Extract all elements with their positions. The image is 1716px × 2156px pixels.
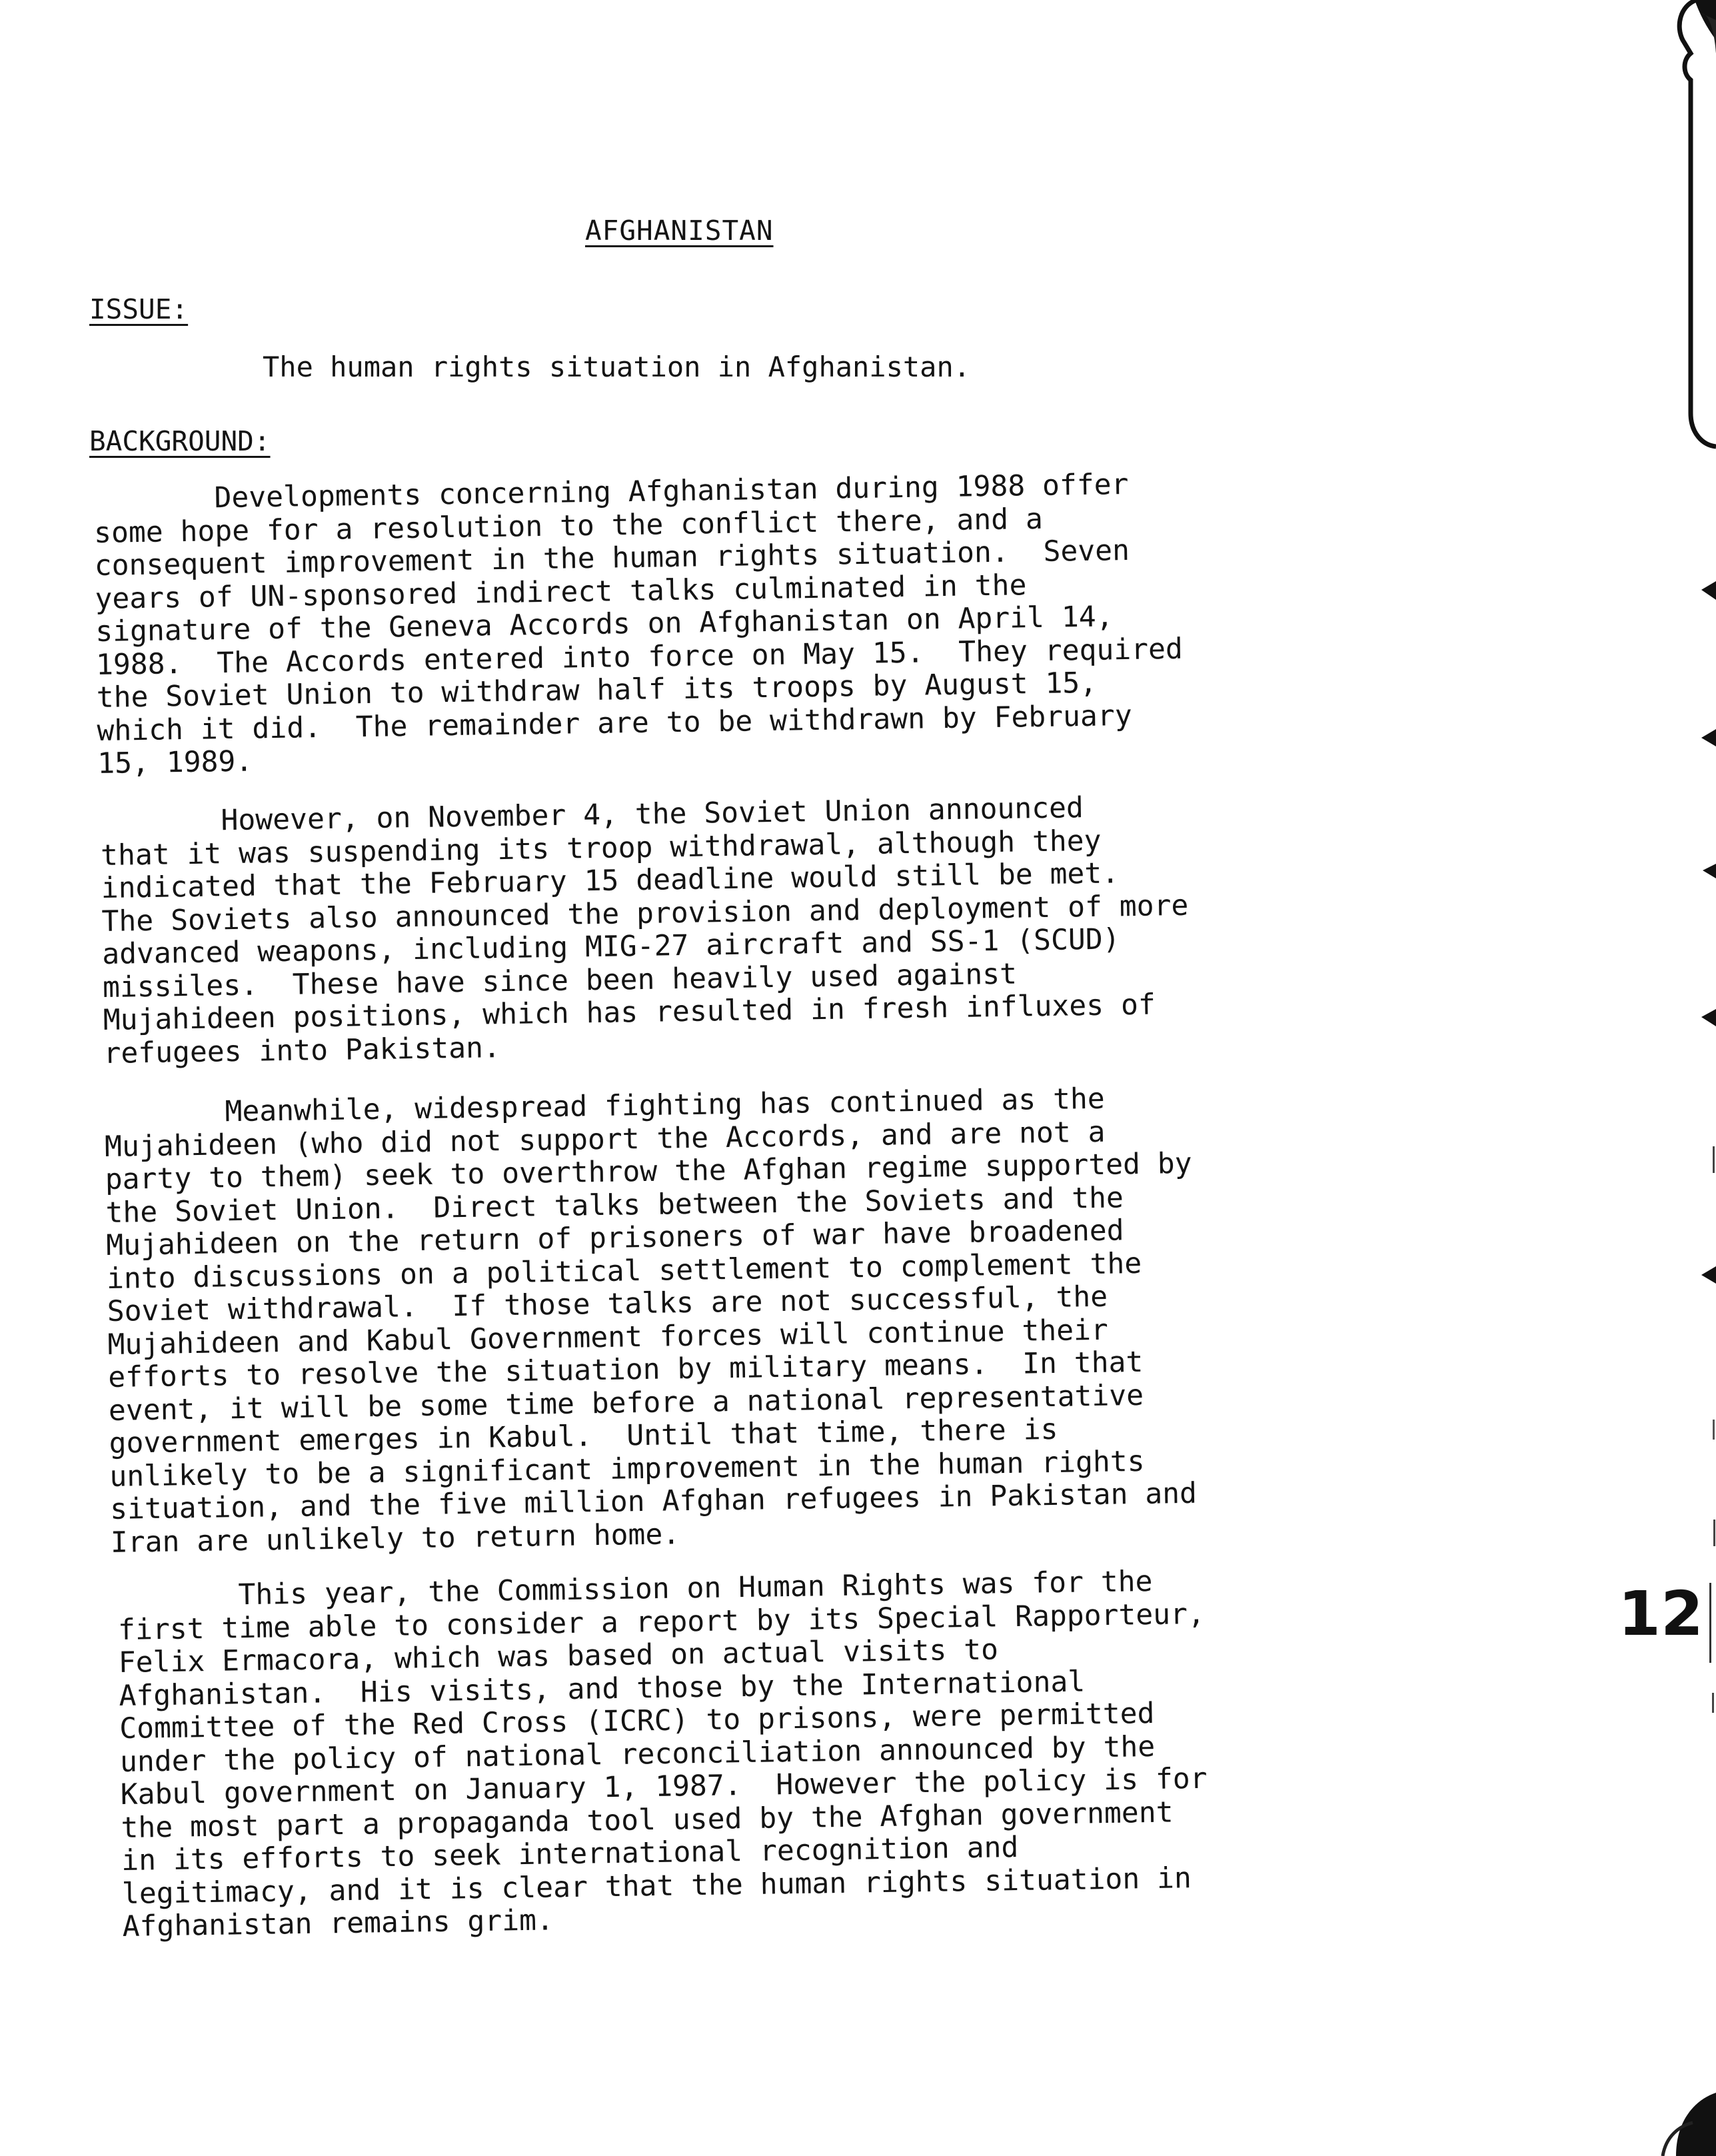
background-heading: BACKGROUND: — [89, 425, 271, 457]
background-paragraph-1: Developments concerning Afghanistan during 1988 offer some hope for a resolution to the conflict there, and a consequent improvement in the human rights situation. Seven years of UN-sponsored indirect talks culminated in the signature of the Geneva Accords on Afghanistan on April 14, 1988. The Accords entered into force on May 15. They required the Soviet Union to withdraw half its troops by August 15, which it did. The remainder are to be withdrawn by February 15, 1989. — [93, 467, 1184, 780]
issue-text: The human rights situation in Afghanistan. — [263, 351, 971, 383]
binding-edge-marks — [1616, 0, 1716, 2156]
background-paragraph-2: However, on November 4, the Soviet Union announced that it was suspending its troop withdrawal, although they indicated that the February 15 deadline would still be met. The Soviets also announced the provision and deployment of more advanced weapons, including MIG-27 aircraft and SS-1 (SCUD) missiles. These have since been heavily used against Mujahideen positions, which has resulted in fresh influxes of refugees into Pakistan. — [99, 791, 1189, 1070]
page-number: 12 — [1618, 1578, 1704, 1649]
background-paragraph-4: This year, the Commission on Human Rights was for the first time able to consider a report by its Special Rapporteur, Felix Ermacora, which was based on actual visits to Afghanistan. His visits, and those by the International Committee of the Red Cross (ICRC) to prisons, were permitted under the policy of national reconciliation announced by the Kabul government on January 1, 1987. However the policy is for the most part a propaganda tool used by the Afghan government in its efforts to seek international recognition and legitimacy, and it is clear that the human rights situation in Afghanistan remains grim. — [117, 1564, 1208, 1943]
document-title: AFGHANISTAN — [585, 215, 774, 247]
background-paragraph-3: Meanwhile, widespread fighting has continued as the Mujahideen (who did not support the Accords, and are not a party to them) seek to overthrow the Afghan regime supported by the Soviet Union. Direct talks between the Soviets and the Mujahideen on the return of prisoners of war have broadened into discussions on a political settlement to complement the Soviet withdrawal. If those talks are not successful, the Mujahideen and Kabul Government forces will continue their efforts to resolve the situation by military means. In that event, it will be some time before a national representative government emerges in Kabul. Until that time, there is unlikely to be a significant improvement in the human rights situation, and the five million Afghan refugees in Pakistan and Iran are unlikely to return home. — [103, 1082, 1198, 1560]
issue-heading: ISSUE: — [89, 293, 189, 325]
